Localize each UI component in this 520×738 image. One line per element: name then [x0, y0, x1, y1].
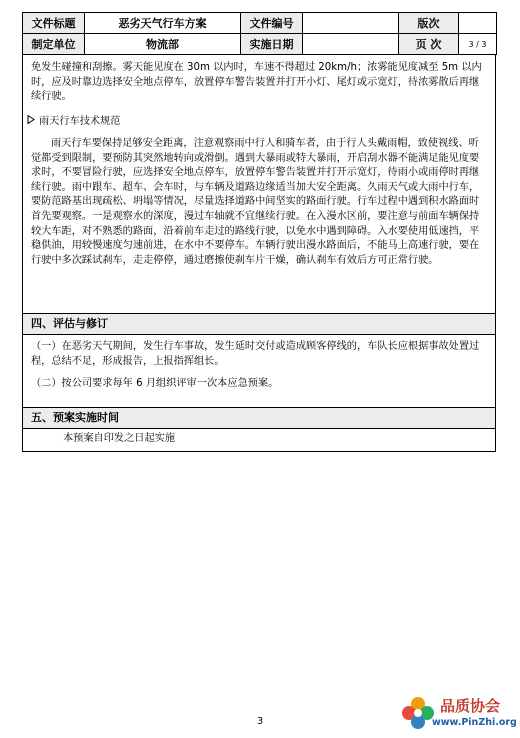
page-label: 页 次: [399, 34, 459, 55]
content-frame: [22, 55, 496, 452]
fog-paragraph: 免发生碰撞和刮擦。雾天能见度在 30m 以内时，车速不得超过 20km/h；浓雾能见度减至 5m 以内时，应及时靠边选择安全地点停车，放置停车警告装置并打开小灯、尾灯或示宽灯，待浓雾散后再继续行驶。: [31, 62, 482, 103]
logo-url: www.PinZhi.org: [432, 717, 517, 728]
docno-label: 文件编号: [241, 13, 303, 34]
review-item-1: （一）在恶劣天气期间，发生行车事故，发生延时交付或造成顾客停线的，车队长应根据事故处置过程，总结不足，形成报告，上报指挥组长。: [31, 341, 480, 367]
dept-value: 物流部: [85, 34, 241, 55]
arrow-bullet-icon: [27, 115, 39, 130]
review-item-2: （二）按公司要求每年 6 月组织评审一次本应急预案。: [31, 378, 279, 389]
header-row-1: [23, 13, 497, 34]
version-value: [459, 13, 497, 34]
date-label: 实施日期: [241, 34, 303, 55]
pinzhi-logo: [398, 693, 518, 735]
page-number: 3: [256, 716, 264, 727]
date-value: [303, 34, 399, 55]
implementation-text: 本预案自印发之日起实施: [63, 433, 176, 444]
rain-heading-text: 雨天行车技术规范: [39, 116, 121, 127]
title-label: 文件标题: [23, 13, 85, 34]
section-5-header: [23, 407, 495, 429]
docno-value: [303, 13, 399, 34]
dept-label: 制定单位: [23, 34, 85, 55]
page-value: 3 / 3: [459, 34, 497, 55]
title-value: 恶劣天气行车方案: [85, 13, 241, 34]
section-5-title: 五、预案实施时间: [31, 411, 119, 424]
header-row-2: [23, 34, 497, 55]
rain-heading: [27, 115, 487, 130]
section-4-header: [23, 313, 495, 335]
logo-text: 品质协会: [440, 697, 501, 715]
rain-paragraph: 雨天行车要保持足够安全距离，注意观察雨中行人和骑车者，由于行人头戴雨帽，致使视线、听觉都受到限制，要预防其突然地转向或滑倒。遇到大暴雨或特大暴雨，开启刮水器不能满足能见度要求时，不要冒险行驶，应选择安全地点停车，放置停车警告装置并打开示宽灯，待雨小或雨停时再继续行驶。雨中跟车、超车、会车时，与车辆及道路边缘适当加大安全距离。久雨天气或大雨中行车，要防范路基出现疏松、坍塌等情况，尽量选择道路中间坚实的路面行驶。行车过程中遇到积水路面时首先要观察。一是观察水的深度，漫过车轴就不宜继续行驶。在入漫水区前，要注意与前面车辆保持较大车距，对不熟悉的路面，沿着前车走过的路线行驶，以免水中遇到障碍。入水要使用低速挡，平稳供油，用较慢速度匀速前进，在水中不要停车。车辆行驶出漫水路面后，不能马上高速行驶，要在行驶中多次踩试刹车，走走停停，通过磨擦使刹车片干燥，确认刹车有效后方可正常行驶。: [31, 138, 480, 266]
version-label: 版次: [399, 13, 459, 34]
section-4-title: 四、评估与修订: [31, 317, 108, 330]
header-table: [22, 12, 497, 55]
